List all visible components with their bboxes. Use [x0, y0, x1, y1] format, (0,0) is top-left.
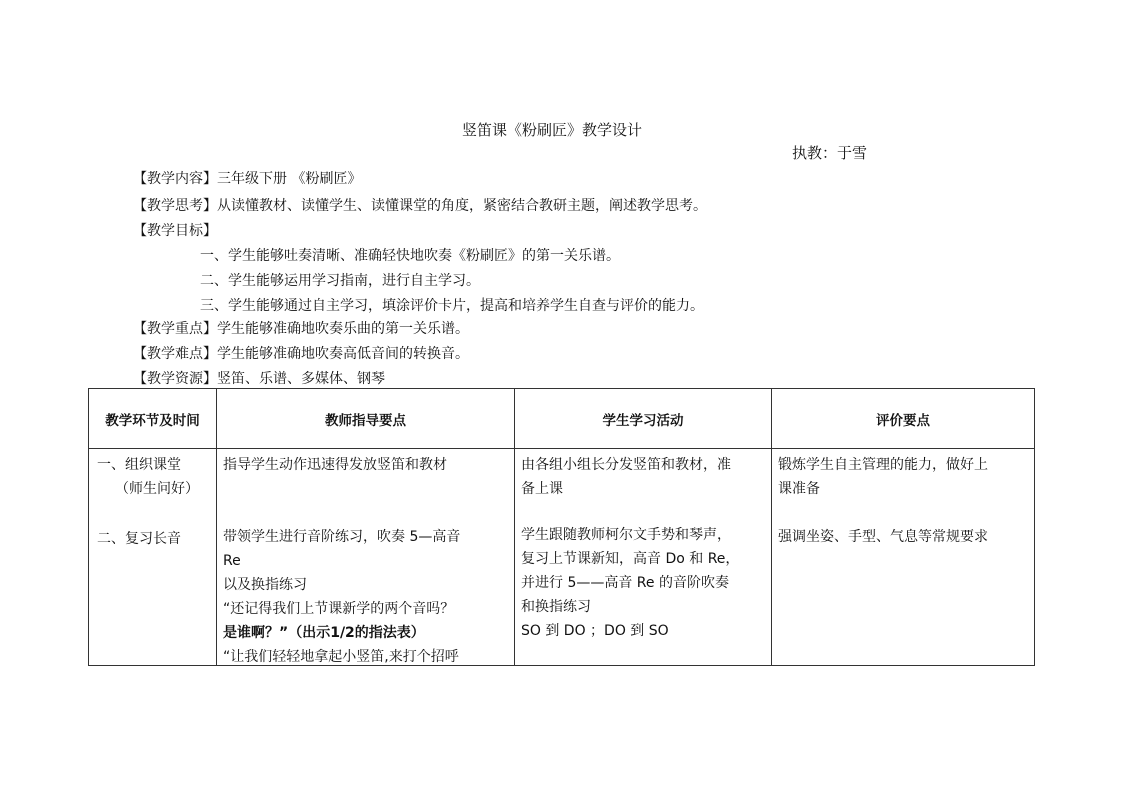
meta-difficulty — [133, 343, 469, 363]
meta-label: 【教学目标】 — [133, 223, 217, 239]
evaluation-line: 锻炼学生自主管理的能力，做好上 — [778, 457, 988, 473]
teacher-quote-end: 是谁啊？” — [223, 625, 289, 641]
meta-thinking — [133, 195, 707, 215]
evaluation-cell — [772, 449, 1035, 666]
stage-2-label: 二、复习长音 — [97, 531, 181, 547]
meta-label: 【教学重点】 — [133, 321, 217, 337]
teacher-bold-note: （出示1/2的指法表） — [288, 625, 425, 641]
header-stage: 教学环节及时间 — [89, 389, 217, 449]
header-evaluation: 评价要点 — [772, 389, 1035, 449]
meta-text: 学生能够准确地吹奏高低音间的转换音。 — [217, 346, 469, 362]
lesson-plan-table — [88, 388, 1035, 666]
meta-label: 【教学思考】 — [133, 198, 217, 214]
meta-text: 从读懂教材、读懂学生、读懂课堂的角度，紧密结合教研主题，阐述教学思考。 — [217, 198, 707, 214]
stage-1-label: 一、组织课堂 — [97, 457, 181, 473]
teacher-line: “还记得我们上节课新学的两个音吗？ — [223, 601, 455, 617]
student-line: 和换指练习 — [521, 599, 591, 615]
page-title: 竖笛课《粉刷匠》教学设计 — [461, 121, 642, 139]
meta-key-point — [133, 318, 469, 338]
teacher-line: “让我们轻轻地拿起小竖笛,来打个招呼 — [223, 649, 459, 665]
meta-text: 学生能够准确地吹奏乐曲的第一关乐谱。 — [217, 321, 469, 337]
teacher-line: 指导学生动作迅速得发放竖笛和教材 — [223, 457, 447, 473]
student-line: 并进行 5——高音 Re 的音阶吹奏 — [521, 575, 729, 591]
student-cell — [515, 449, 772, 666]
meta-goals — [133, 220, 217, 240]
teacher-line: Re — [223, 553, 241, 569]
goal-item: 三、学生能够通过自主学习，填涂评价卡片，提高和培养学生自查与评价的能力。 — [200, 298, 704, 314]
goal-item: 一、学生能够吐奏清晰、准确轻快地吹奏《粉刷匠》的第一关乐谱。 — [200, 248, 620, 264]
stage-cell — [89, 449, 217, 666]
meta-label: 【教学难点】 — [133, 346, 217, 362]
goal-item: 二、学生能够运用学习指南，进行自主学习。 — [200, 273, 480, 289]
meta-label: 【教学内容】 — [133, 171, 217, 187]
stage-1-sub: （师生问好） — [115, 481, 199, 497]
table-header-row — [89, 389, 1035, 449]
teacher-line — [223, 621, 510, 645]
evaluation-line: 课准备 — [778, 481, 820, 497]
student-line: SO 到 DO ；DO 到 SO — [521, 623, 669, 639]
meta-text: 竖笛、乐谱、多媒体、钢琴 — [217, 371, 385, 387]
meta-resources — [133, 368, 385, 388]
header-teacher: 教师指导要点 — [217, 389, 515, 449]
evaluation-line: 强调坐姿、手型、气息等常规要求 — [778, 529, 988, 545]
table-row — [89, 449, 1035, 666]
meta-text: 三年级下册 《粉刷匠》 — [217, 171, 362, 187]
meta-label: 【教学资源】 — [133, 371, 217, 387]
author-line: 执教：于雪 — [792, 144, 868, 162]
teacher-line: 带领学生进行音阶练习，吹奏 5—高音 — [223, 529, 461, 545]
student-line: 复习上节课新知，高音 Do 和 Re， — [521, 551, 740, 567]
student-line: 学生跟随教师柯尔文手势和琴声， — [521, 527, 731, 543]
teacher-line: 以及换指练习 — [223, 577, 307, 593]
header-student: 学生学习活动 — [515, 389, 772, 449]
teacher-cell — [217, 449, 515, 666]
student-line: 备上课 — [521, 481, 563, 497]
meta-content — [133, 168, 361, 188]
student-line: 由各组小组长分发竖笛和教材，准 — [521, 457, 731, 473]
